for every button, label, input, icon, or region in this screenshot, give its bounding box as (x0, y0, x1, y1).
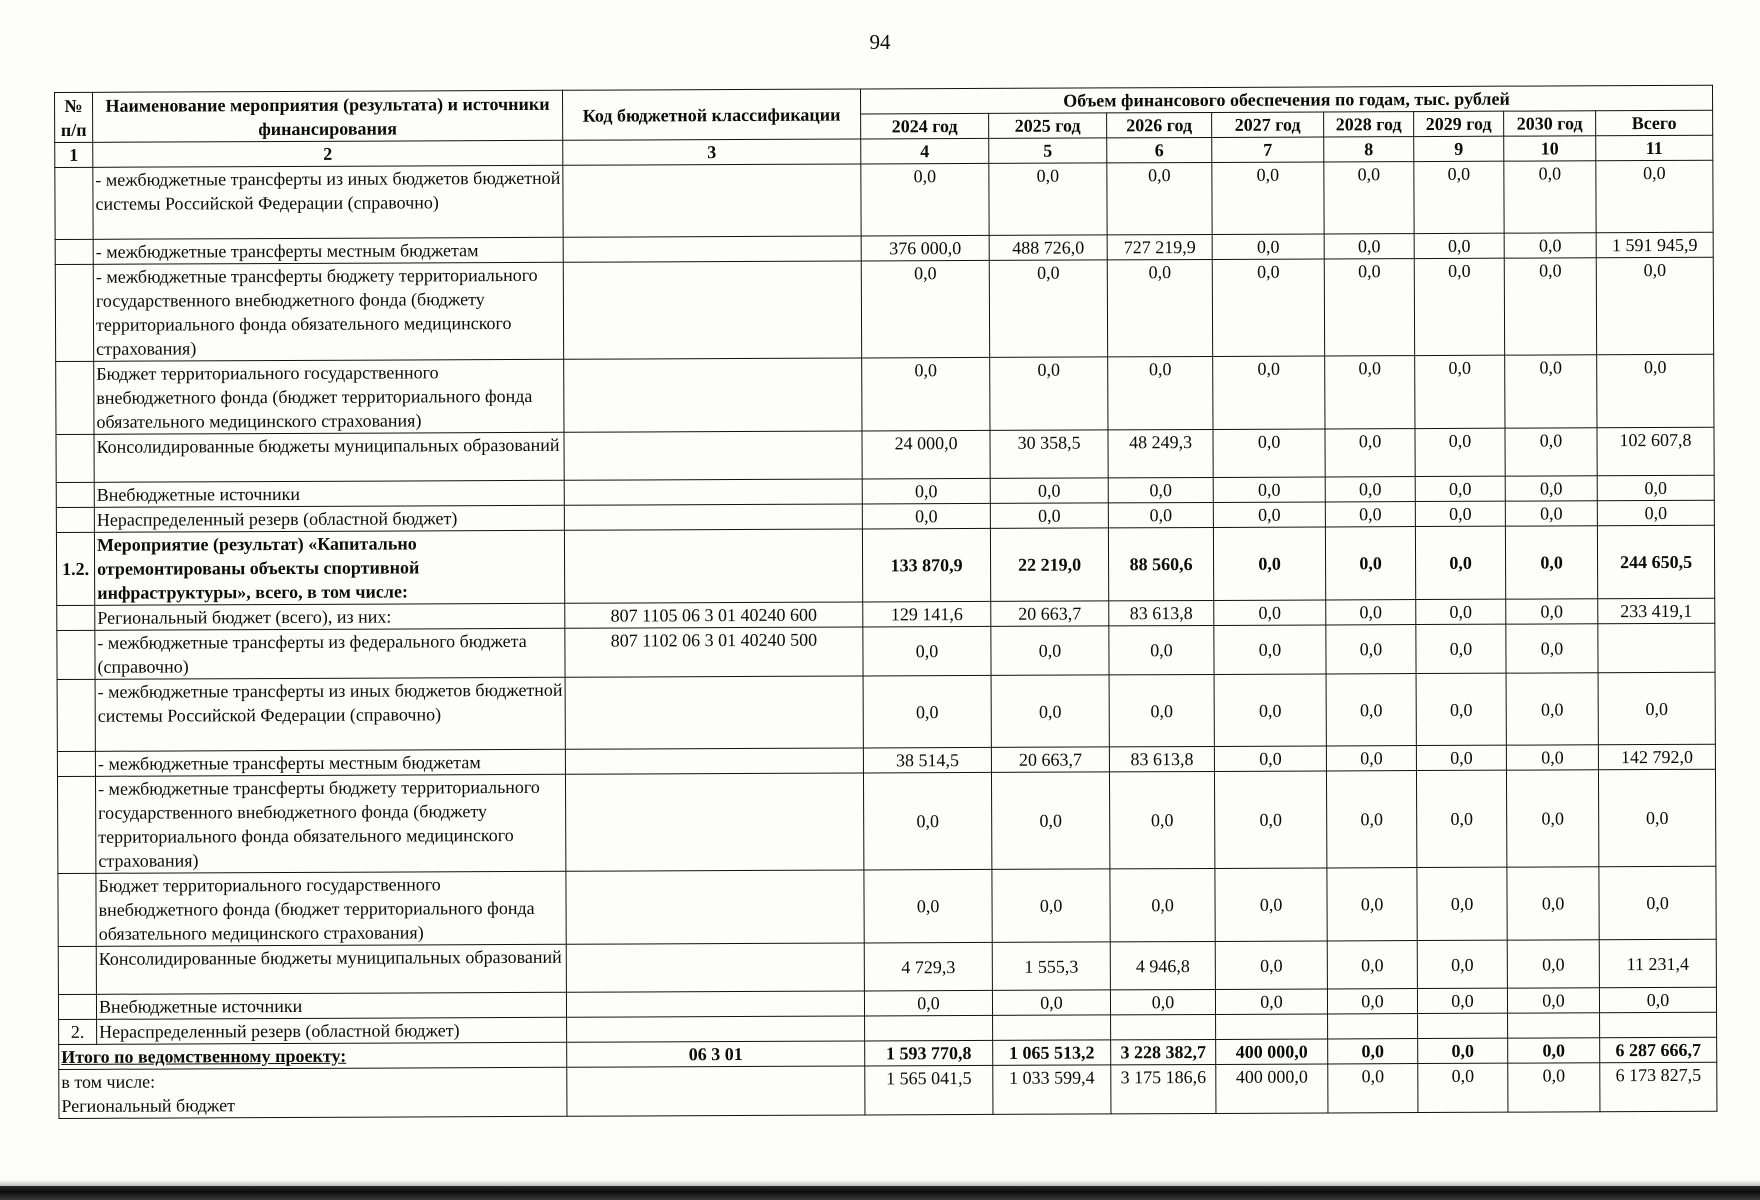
row-budget-code (563, 164, 861, 237)
row-budget-code (566, 870, 864, 944)
row-value-0: 0,0 (864, 869, 992, 943)
row-name: Внебюджетные источники (96, 992, 566, 1019)
row-value-0: 0,0 (862, 357, 990, 431)
row-value-2: 0,0 (1109, 625, 1214, 674)
row-value-5: 0,0 (1414, 233, 1504, 258)
table-row (58, 866, 1716, 946)
row-value-5: 0,0 (1414, 161, 1504, 233)
row-value-3: 0,0 (1212, 162, 1324, 234)
row-value-1: 30 358,5 (990, 430, 1108, 479)
row-value-6: 0,0 (1504, 233, 1596, 258)
row-value-2 (1111, 1014, 1216, 1039)
header-year-3: 2027 год (1212, 112, 1324, 137)
regional-budget-value-2: 3 175 186,6 (1111, 1064, 1216, 1113)
row-value-5: 0,0 (1415, 476, 1505, 501)
page-number: 94 (869, 30, 891, 54)
table-row (55, 160, 1713, 239)
header-col-name: Наименование мероприятия (результата) и источники финансирования (93, 90, 563, 142)
row-value-1: 0,0 (991, 626, 1109, 676)
row-value-6: 0,0 (1504, 258, 1596, 355)
row-number (58, 994, 96, 1019)
row-value-2: 83 613,8 (1109, 746, 1214, 771)
row-value-0: 0,0 (863, 626, 991, 676)
row-value-5 (1418, 1013, 1508, 1038)
table-row (55, 257, 1713, 361)
total-budget-code: 06 3 01 (567, 1041, 865, 1067)
row-value-4: 0,0 (1325, 429, 1415, 477)
row-value-7: 0,0 (1596, 160, 1713, 233)
row-value-5: 0,0 (1417, 867, 1507, 940)
row-budget-code (564, 358, 862, 432)
row-value-6: 0,0 (1505, 355, 1597, 428)
row-name: Внебюджетные источники (94, 480, 564, 507)
row-value-7 (1600, 1012, 1717, 1038)
row-value-0: 38 514,5 (863, 747, 991, 773)
header-col-code: Код бюджетной классификации (562, 89, 860, 140)
header-year-7: Всего (1596, 110, 1713, 136)
column-index-2: 3 (563, 139, 861, 165)
row-value-7: 0,0 (1597, 500, 1714, 526)
row-name: Региональный бюджет (всего), из них: (95, 603, 565, 630)
row-value-5: 0,0 (1414, 258, 1504, 355)
table-row (57, 623, 1715, 679)
row-value-3: 0,0 (1213, 527, 1325, 600)
row-value-3: 0,0 (1214, 674, 1326, 746)
row-value-2: 727 219,9 (1107, 234, 1212, 259)
row-value-0: 0,0 (861, 260, 989, 358)
including-label: в том числе: (61, 1071, 156, 1092)
row-value-7: 0,0 (1596, 257, 1713, 355)
regional-budget-value-4: 0,0 (1328, 1064, 1418, 1113)
row-value-6: 0,0 (1505, 476, 1597, 501)
row-value-6: 0,0 (1505, 428, 1597, 476)
row-name: Бюджет территориального государственного внебюджетного фонда (бюджет территориального фонда обязательного медицинского страхования) (94, 359, 564, 434)
row-budget-code (565, 748, 863, 774)
row-name: Нераспределенный резерв (областной бюджет) (94, 505, 564, 532)
header-col-volume: Объем финансового обеспечения по годам, тыс. рублей (860, 85, 1712, 114)
row-budget-code (566, 943, 864, 992)
row-value-4: 0,0 (1325, 527, 1415, 600)
row-value-4 (1328, 1014, 1418, 1039)
row-value-6: 0,0 (1507, 988, 1599, 1013)
row-budget-code (564, 504, 862, 530)
row-value-3: 0,0 (1213, 356, 1325, 429)
row-budget-code (563, 261, 861, 359)
row-number (56, 434, 94, 482)
row-value-6: 0,0 (1507, 867, 1599, 940)
row-value-7: 0,0 (1598, 672, 1715, 745)
row-name: - межбюджетные трансферты из федерального бюджета (справочно) (95, 628, 565, 679)
row-value-5: 0,0 (1415, 355, 1505, 428)
table-row (57, 769, 1715, 873)
row-number (57, 776, 95, 873)
budget-table (54, 85, 1717, 1119)
row-value-4: 0,0 (1325, 356, 1415, 429)
row-value-1: 0,0 (990, 503, 1108, 529)
row-value-3: 0,0 (1214, 771, 1326, 868)
row-budget-code (566, 991, 864, 1017)
row-value-7: 0,0 (1599, 866, 1716, 940)
row-number (56, 482, 94, 507)
table-row (57, 672, 1715, 751)
regional-budget-value-6: 0,0 (1508, 1063, 1600, 1112)
row-value-0: 0,0 (863, 675, 991, 748)
row-value-3 (1216, 1014, 1328, 1039)
row-value-0: 0,0 (864, 990, 992, 1016)
total-value-3: 400 000,0 (1216, 1039, 1328, 1064)
regional-budget-code (567, 1066, 865, 1116)
row-number (55, 239, 93, 264)
row-value-4: 0,0 (1326, 600, 1416, 625)
row-value-5: 0,0 (1416, 770, 1506, 867)
row-value-4: 0,0 (1327, 989, 1417, 1014)
row-number (58, 873, 96, 946)
row-value-2: 83 613,8 (1109, 600, 1214, 625)
row-value-7: 0,0 (1598, 769, 1715, 867)
row-value-6: 0,0 (1506, 599, 1598, 624)
row-value-3: 0,0 (1213, 477, 1325, 502)
row-value-6: 0,0 (1506, 770, 1598, 867)
row-value-0: 0,0 (862, 503, 990, 529)
row-value-4: 0,0 (1324, 234, 1414, 259)
row-value-3: 0,0 (1215, 941, 1327, 989)
column-index-8: 9 (1414, 136, 1504, 161)
column-index-7: 8 (1324, 137, 1414, 162)
header-year-2: 2026 год (1107, 112, 1212, 137)
row-value-0: 4 729,3 (864, 942, 992, 991)
column-index-6: 7 (1212, 137, 1324, 162)
row-number: 1.2. (56, 532, 94, 605)
row-value-6: 0,0 (1506, 673, 1598, 745)
row-value-0 (865, 1015, 993, 1041)
row-value-3: 0,0 (1213, 502, 1325, 527)
row-value-3: 0,0 (1212, 259, 1324, 356)
row-name: Мероприятие (результат) «Капитально отремонтированы объекты спортивной инфраструктуры», всего, в том числе: (94, 530, 564, 605)
row-number (57, 679, 95, 751)
row-value-7: 0,0 (1597, 475, 1714, 501)
column-index-9: 10 (1504, 136, 1596, 161)
row-value-2: 0,0 (1109, 771, 1214, 868)
row-value-3: 0,0 (1212, 234, 1324, 259)
row-value-4: 0,0 (1327, 941, 1417, 989)
row-value-4: 0,0 (1325, 477, 1415, 502)
row-name: Консолидированные бюджеты муниципальных образований (94, 432, 564, 482)
row-value-3: 0,0 (1214, 625, 1326, 674)
column-index-4: 5 (989, 138, 1107, 164)
row-value-4: 0,0 (1325, 502, 1415, 527)
row-value-2: 88 560,6 (1108, 527, 1213, 600)
row-name: - межбюджетные трансферты из иных бюджетов бюджетной системы Российской Федерации (справочно) (95, 677, 565, 751)
regional-budget-value-0: 1 565 041,5 (865, 1065, 993, 1115)
row-value-5: 0,0 (1417, 988, 1507, 1013)
row-number (55, 167, 93, 239)
row-name: - межбюджетные трансферты местным бюджетам (95, 749, 565, 776)
row-value-7 (1598, 623, 1715, 673)
row-value-4: 0,0 (1326, 746, 1416, 771)
row-value-2: 48 249,3 (1108, 429, 1213, 477)
row-value-7: 142 792,0 (1598, 744, 1715, 770)
row-value-2: 0,0 (1108, 502, 1213, 527)
row-value-6: 0,0 (1505, 501, 1597, 526)
table-row (56, 354, 1714, 434)
row-value-2: 0,0 (1107, 162, 1212, 234)
row-value-2: 4 946,8 (1110, 941, 1215, 989)
scan-bottom-edge (0, 1186, 1760, 1200)
regional-budget-name: Региональный бюджет (61, 1095, 235, 1116)
row-value-7: 102 607,8 (1597, 427, 1714, 476)
row-value-4: 0,0 (1324, 259, 1414, 356)
row-budget-code (564, 479, 862, 505)
row-budget-code (563, 236, 861, 262)
row-value-1: 0,0 (990, 478, 1108, 504)
row-budget-code (564, 529, 862, 603)
row-value-0: 24 000,0 (862, 430, 990, 479)
row-value-6: 0,0 (1506, 624, 1598, 673)
row-value-6: 0,0 (1506, 745, 1598, 770)
column-index-5: 6 (1107, 137, 1212, 162)
total-value-5: 0,0 (1418, 1038, 1508, 1063)
header-year-1: 2025 год (989, 113, 1107, 139)
row-name: - межбюджетные трансферты местным бюджетам (93, 237, 563, 264)
row-value-2: 0,0 (1107, 259, 1212, 356)
row-value-1: 0,0 (989, 163, 1107, 236)
row-value-2: 0,0 (1108, 356, 1213, 429)
total-value-4: 0,0 (1328, 1039, 1418, 1064)
total-value-0: 1 593 770,8 (865, 1040, 993, 1066)
row-name: - межбюджетные трансферты бюджету территориального государственного внебюджетного фонда (бюджету территориального фонда обязательного медицинского страхования) (95, 774, 565, 873)
row-budget-code (565, 773, 863, 871)
row-value-3: 0,0 (1213, 429, 1325, 477)
total-value-2: 3 228 382,7 (1111, 1039, 1216, 1064)
header-year-0: 2024 год (861, 113, 989, 139)
row-value-5: 0,0 (1417, 940, 1507, 988)
row-value-6: 0,0 (1507, 940, 1599, 988)
row-value-0: 0,0 (862, 478, 990, 504)
column-index-0: 1 (55, 142, 93, 167)
row-value-1: 0,0 (991, 675, 1109, 748)
row-number (57, 630, 95, 679)
column-index-1: 2 (93, 140, 563, 167)
header-year-5: 2029 год (1414, 111, 1504, 136)
row-number (56, 507, 94, 532)
row-value-2: 0,0 (1109, 674, 1214, 746)
row-value-1: 0,0 (990, 357, 1108, 431)
row-value-1: 20 663,7 (991, 601, 1109, 627)
row-value-1: 1 555,3 (992, 942, 1110, 991)
regional-budget-row (59, 1062, 1717, 1118)
row-budget-code: 807 1102 06 3 01 40240 500 (565, 627, 863, 677)
row-value-4: 0,0 (1326, 771, 1416, 868)
row-budget-code (564, 431, 862, 480)
row-value-1: 20 663,7 (991, 747, 1109, 773)
row-value-7: 1 591 945,9 (1596, 232, 1713, 258)
row-value-5: 0,0 (1416, 624, 1506, 673)
row-value-2: 0,0 (1110, 989, 1215, 1014)
table-row (56, 427, 1714, 482)
row-value-3: 0,0 (1214, 746, 1326, 771)
row-value-5: 0,0 (1416, 673, 1506, 745)
row-value-5: 0,0 (1415, 428, 1505, 476)
row-name: Бюджет территориального государственного внебюджетного фонда (бюджет территориального фонда обязательного медицинского страхования) (96, 871, 566, 946)
row-value-6 (1508, 1013, 1600, 1038)
regional-budget-label (59, 1067, 567, 1118)
row-number: 2. (59, 1019, 97, 1044)
row-value-1: 0,0 (991, 772, 1109, 870)
row-value-6: 0,0 (1505, 526, 1597, 599)
row-value-0: 133 870,9 (862, 528, 990, 602)
row-value-1: 488 726,0 (989, 235, 1107, 261)
row-value-0: 0,0 (863, 772, 991, 870)
table-row (56, 525, 1714, 605)
row-value-5: 0,0 (1416, 745, 1506, 770)
row-value-7: 0,0 (1597, 354, 1714, 428)
regional-budget-value-5: 0,0 (1418, 1063, 1508, 1112)
header-year-4: 2028 год (1324, 112, 1414, 137)
column-index-10: 11 (1596, 135, 1713, 161)
row-number (55, 264, 93, 361)
row-value-6: 0,0 (1504, 161, 1596, 233)
row-value-1: 0,0 (992, 990, 1110, 1016)
total-value-7: 6 287 666,7 (1600, 1037, 1717, 1063)
total-value-1: 1 065 513,2 (993, 1040, 1111, 1066)
row-budget-code: 807 1105 06 3 01 40240 600 (565, 602, 863, 628)
row-value-7: 0,0 (1599, 987, 1716, 1013)
row-value-3: 0,0 (1215, 868, 1327, 941)
row-value-0: 0,0 (861, 163, 989, 236)
row-value-4: 0,0 (1324, 162, 1414, 234)
row-name: Нераспределенный резерв (областной бюджет) (97, 1017, 567, 1044)
row-name: Консолидированные бюджеты муниципальных образований (96, 944, 566, 994)
row-number (56, 361, 94, 434)
row-value-7: 233 419,1 (1598, 598, 1715, 624)
column-index-3: 4 (861, 138, 989, 164)
header-col-no: № п/п (55, 92, 93, 142)
row-name: - межбюджетные трансферты из иных бюджетов бюджетной системы Российской Федерации (справочно) (93, 165, 563, 239)
total-value-6: 0,0 (1508, 1038, 1600, 1063)
row-value-0: 376 000,0 (861, 235, 989, 261)
table-row (58, 939, 1716, 994)
row-value-7: 11 231,4 (1599, 939, 1716, 988)
row-name: - межбюджетные трансферты бюджету территориального государственного внебюджетного фонда (бюджету территориального фонда обязательного медицинского страхования) (93, 262, 563, 361)
row-number (58, 946, 96, 994)
row-value-3: 0,0 (1215, 989, 1327, 1014)
regional-budget-value-1: 1 033 599,4 (993, 1065, 1111, 1115)
regional-budget-value-7: 6 173 827,5 (1600, 1062, 1717, 1112)
row-value-3: 0,0 (1214, 600, 1326, 625)
row-value-4: 0,0 (1326, 625, 1416, 674)
row-value-0: 129 141,6 (863, 601, 991, 627)
regional-budget-value-3: 400 000,0 (1216, 1064, 1328, 1113)
row-value-1 (993, 1015, 1111, 1041)
row-value-4: 0,0 (1326, 674, 1416, 746)
row-value-2: 0,0 (1110, 868, 1215, 941)
row-value-1: 22 219,0 (990, 528, 1108, 602)
row-value-5: 0,0 (1415, 501, 1505, 526)
row-value-5: 0,0 (1415, 526, 1505, 599)
row-number (57, 605, 95, 630)
total-label: Итого по ведомственному проекту: (59, 1042, 567, 1069)
row-value-4: 0,0 (1327, 868, 1417, 941)
row-value-1: 0,0 (992, 869, 1110, 943)
header-year-6: 2030 год (1504, 111, 1596, 136)
row-value-5: 0,0 (1416, 599, 1506, 624)
row-value-2: 0,0 (1108, 477, 1213, 502)
row-value-7: 244 650,5 (1597, 525, 1714, 599)
row-budget-code (567, 1016, 865, 1042)
row-value-1: 0,0 (989, 260, 1107, 358)
row-budget-code (565, 676, 863, 749)
row-number (57, 751, 95, 776)
